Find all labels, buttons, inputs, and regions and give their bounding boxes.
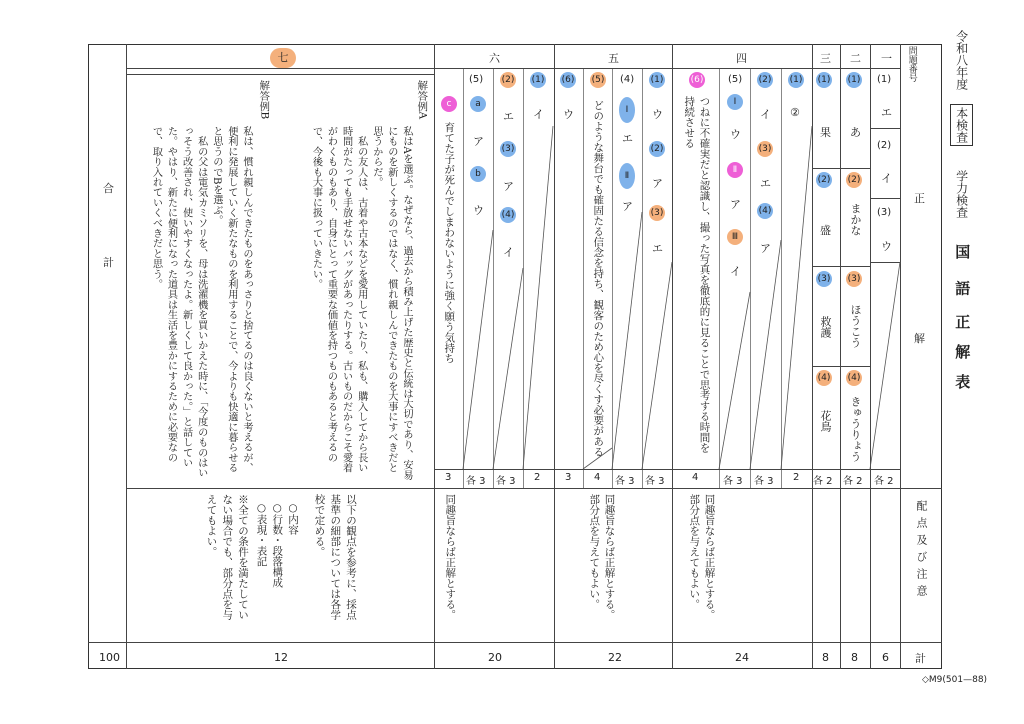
roku-haiten-5: 各 3 — [466, 476, 486, 487]
goukei-label: 合 — [103, 182, 114, 195]
roku-label-5: (5) — [469, 74, 484, 85]
roku-answer-5a: ア — [473, 135, 484, 148]
ichi-answer-1: エ — [881, 106, 892, 119]
san-answer-1: 果 — [820, 126, 831, 139]
ni-answer-2: まかな — [849, 203, 863, 236]
san-answer-4: 花鳥 — [819, 410, 833, 432]
title-seikai: 正 — [953, 314, 972, 329]
nana-example-a-text: 私はAを選ぶ。なぜなら、過去から積み上げた歴史と伝統は大切であり、安易にものを新しくするのではなく、慣れ親しんできたものを大事にすべきだと思うからだ。 私の友人は、古着や古本などを愛用していたり、私も、購入してから長い時間がたっても手放せないバッグがあったりする。古いものだからこそ愛着がわくものもあり、自身にとって重要な価値を持つものもあると考えるので、今後も大事に扱っていきたい。 — [310, 126, 412, 481]
san-label-1: (1) — [816, 72, 832, 88]
roku-answer-4: イ — [503, 246, 514, 259]
section-san-number: 三 — [820, 52, 831, 65]
yon-sub-III: Ⅲ — [727, 229, 743, 245]
san-label-4: (4) — [816, 370, 832, 386]
title-year: 令和八年度 — [954, 30, 969, 90]
san-answer-2: 盛 — [820, 224, 831, 237]
footer-code: ◇M9(501—88) — [922, 675, 988, 685]
roku-answer-3: ア — [503, 180, 514, 193]
go-label-1: (1) — [649, 72, 665, 88]
nana-note-items: ○内容 ○行数・段落構成 ○表現・表記 — [255, 502, 299, 588]
roku-answer-5c: 育てた子が死んでしまわないように強く願う気持ち — [443, 122, 456, 364]
roku-haiten-1: 2 — [534, 472, 541, 483]
yon-label-1: (1) — [788, 72, 804, 88]
go-haiten-4: 各 3 — [615, 476, 635, 487]
section-ni-number: 二 — [850, 52, 861, 65]
nana-score: 12 — [274, 651, 288, 664]
nana-example-a-label: 解答例A — [416, 80, 429, 120]
yon-score: 24 — [735, 651, 749, 664]
ichi-answer-3: ウ — [881, 240, 892, 253]
san-score: 8 — [822, 651, 829, 664]
san-label-2: (2) — [816, 172, 832, 188]
yon-answer-5-I: ウ — [730, 128, 741, 141]
roku-label-3: (3) — [500, 141, 516, 157]
yon-answer-2-4: ア — [760, 242, 771, 255]
section-go-number: 五 — [608, 52, 619, 65]
nana-note-tail: ※全ての条件を満たしていない場合でも、部分点を与えてもよい。 — [205, 494, 249, 620]
title-test: 学力検査 — [954, 170, 969, 218]
ni-label-2: (2) — [846, 172, 862, 188]
nana-note-main: 以下の観点を参考に、採点基準の細部については各学校で定める。 — [313, 494, 357, 620]
yon-haiten-6: 4 — [692, 472, 699, 483]
title-subject: 国 語 — [953, 244, 972, 304]
go-label-4: (4) — [620, 74, 635, 85]
yon-answer-2-3: エ — [760, 177, 771, 190]
go-sub-II: Ⅱ — [619, 163, 635, 189]
nana-example-b-label: 解答例B — [258, 80, 271, 120]
roku-answer-1: イ — [533, 108, 544, 121]
go-label-5: (5) — [590, 72, 606, 88]
roku-label-1: (1) — [530, 72, 546, 88]
go-label-6: (6) — [560, 72, 576, 88]
yon-haiten-5: 各 3 — [723, 476, 743, 487]
title-hyou: 表 — [953, 374, 972, 389]
go-haiten-6: 3 — [565, 472, 572, 483]
ni-answer-3: ほうこう — [849, 304, 863, 348]
go-note: 同趣旨ならば正解とする。部分点を与えてもよい。 — [588, 494, 616, 620]
roku-sub-a: a — [470, 96, 486, 112]
yon-note: 同趣旨ならば正解とする。部分点を与えてもよい。 — [688, 494, 716, 620]
section-nana-number: 七 — [277, 51, 289, 64]
go-answer-2: ア — [652, 177, 663, 190]
yon-answer-5-III: イ — [730, 265, 741, 278]
ni-haiten: 各 2 — [843, 476, 863, 487]
yon-sub-II: Ⅱ — [727, 162, 743, 178]
ni-label-1: (1) — [846, 72, 862, 88]
yon-haiten-2: 各 3 — [754, 476, 774, 487]
ichi-label-3: (3) — [877, 207, 892, 218]
roku-note: 同趣旨ならば正解とする。 — [444, 494, 457, 620]
section-nana-number-badge — [270, 48, 296, 68]
yon-label-5: (5) — [728, 74, 743, 85]
yon-answer-2-1: イ — [760, 108, 771, 121]
section-roku-number: 六 — [489, 52, 500, 65]
roku-label-4: (4) — [500, 207, 516, 223]
go-score: 22 — [608, 651, 622, 664]
yon-label-3: (3) — [757, 141, 773, 157]
roku-sub-c: c — [441, 96, 457, 112]
yon-label-4: (4) — [757, 203, 773, 219]
roku-label-2: (2) — [500, 72, 516, 88]
ichi-label-2: (2) — [877, 140, 892, 151]
go-label-2: (2) — [649, 141, 665, 157]
go-answer-4-I: エ — [622, 132, 633, 145]
go-haiten-5: 4 — [594, 472, 601, 483]
ichi-haiten: 各 2 — [874, 476, 894, 487]
title-kaitou: 解 — [953, 344, 972, 359]
ni-label-3: (3) — [846, 271, 862, 287]
go-answer-3: エ — [652, 242, 663, 255]
yon-haiten-1: 2 — [793, 472, 800, 483]
total-score: 100 — [99, 651, 120, 664]
title-kind: 本検査 — [950, 104, 973, 146]
roku-sub-b: b — [470, 166, 486, 182]
header-mondai-bangou: 問題番号 — [906, 46, 917, 82]
go-answer-4-II: ア — [622, 200, 633, 213]
yon-answer-6: つねに不確実だと認識し、撮った写真を徹底的に見ることで思考する時間を持続させる — [683, 96, 711, 453]
ichi-answer-2: イ — [881, 172, 892, 185]
ni-answer-4: きゅうりょう — [849, 396, 863, 462]
yon-answer-5-II: ア — [730, 198, 741, 211]
header-kei-label: 計 — [915, 652, 926, 665]
go-answer-6: ウ — [563, 108, 574, 121]
yon-label-6: (6) — [689, 72, 705, 88]
go-sub-I: Ⅰ — [619, 97, 635, 123]
ni-answer-1: あ — [850, 126, 861, 139]
go-label-3: (3) — [649, 205, 665, 221]
nana-example-b-text: 私は、慣れ親しんできたものをあっさりと捨てるのは良くないと考えるが、便利に発展していく新たなものを利用することで、今よりも快適に暮らせると思うのでBを選ぶ。 私の父は電気カミソリを、母は洗濯機を買いかえた時に、「今度のものはいっそう改善され、使いやすくなったよ。新しくして良かった。」と話していた。やはり、新たに便利になった道具は生活を豊かにするために必要なので、取り入れていくべきだと思う。 — [150, 126, 252, 478]
ni-label-4: (4) — [846, 370, 862, 386]
roku-answer-5b: ウ — [473, 204, 484, 217]
section-yon-number: 四 — [736, 52, 747, 65]
go-answer-1: ウ — [652, 108, 663, 121]
ni-score: 8 — [851, 651, 858, 664]
roku-haiten-5c: 3 — [445, 472, 452, 483]
roku-answer-2: エ — [503, 110, 514, 123]
go-answer-5: どのような舞台でも確固たる信念を持ち、観客のため心を尽くす必要がある — [592, 100, 605, 457]
yon-sub-I: Ⅰ — [727, 94, 743, 110]
goukei-label-2: 計 — [103, 256, 114, 269]
san-haiten: 各 2 — [813, 476, 833, 487]
section-ichi-number: 一 — [881, 52, 892, 65]
yon-answer-1: ② — [790, 106, 800, 119]
header-seikai-label: 正 — [914, 192, 925, 205]
header-kai-label: 解 — [914, 332, 925, 345]
header-haiten-label: 配点及び注意 — [915, 500, 929, 602]
ichi-score: 6 — [882, 651, 889, 664]
roku-haiten-2: 各 3 — [496, 476, 516, 487]
ichi-label-1: (1) — [877, 74, 892, 85]
go-haiten-1: 各 3 — [645, 476, 665, 487]
roku-score: 20 — [488, 651, 502, 664]
yon-label-2: (2) — [757, 72, 773, 88]
san-label-3: (3) — [816, 271, 832, 287]
san-answer-3: 救護 — [819, 316, 833, 338]
